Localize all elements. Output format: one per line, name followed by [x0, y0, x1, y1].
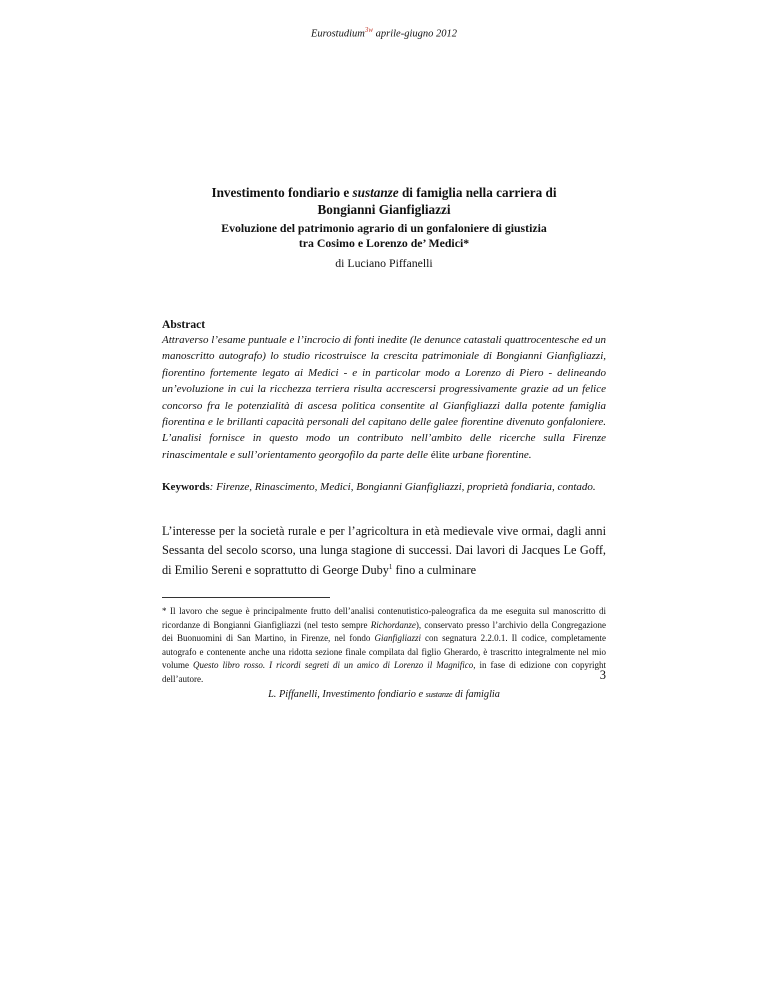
abstract-text	[162, 332, 606, 463]
running-footer	[0, 689, 768, 700]
running-header	[0, 26, 768, 40]
body-text-end: fino a culminare	[392, 562, 477, 577]
body-paragraph	[162, 522, 606, 580]
keywords-list: : Firenze, Rinascimento, Medici, Bongianni Gianfigliazzi, proprietà fondiaria, contado.	[209, 481, 596, 493]
journal-name: Eurostudium	[310, 28, 365, 40]
footnote-part3: con segnatura 2.2.0.1. Il codice, completamente autografo e contenente anche una ridotta sezione finale compilata dal figlio Gherardo, è trascritto integralmente nel mio volume	[162, 633, 606, 671]
footnote-italic3: Questo libro rosso. I ricordi segreti di un amico di Lorenzo il Magnifico	[193, 660, 474, 671]
title-part1: Investimento fondiario e	[211, 185, 353, 200]
abstract-section	[162, 317, 606, 463]
journal-superscript: 3w	[364, 26, 374, 34]
title-block	[150, 184, 618, 271]
footnote-divider	[162, 597, 330, 598]
footer-small: sustanze	[425, 690, 453, 699]
title-part2: di famiglia nella carriera di	[398, 185, 557, 200]
title-line2: Bongianni Gianfigliazzi	[317, 202, 451, 217]
footnote-part1: * Il lavoro che segue è principalmente frutto dell’analisi contenutistico-paleografica da me eseguita sul manoscritto di ricordanze di Bongianni Gianfigliazzi (nel testo sempre	[162, 606, 606, 630]
subtitle-line2: tra Cosimo e Lorenzo de’ Medici*	[298, 236, 470, 250]
article-title	[150, 184, 618, 218]
keywords-heading: Keywords	[162, 481, 210, 493]
footer-part2: di famiglia	[452, 689, 500, 700]
abstract-heading: Abstract	[162, 318, 206, 331]
article-author: di Luciano Piffanelli	[335, 256, 433, 270]
footnote-italic2: Gianfigliazzi	[374, 633, 421, 644]
footnote	[162, 605, 606, 687]
subtitle-line1: Evoluzione del patrimonio agrario di un gonfaloniere di giustizia	[221, 221, 547, 235]
body-text: L’interesse per la società rurale e per l’agricoltura in età medievale vive ormai, dagli anni Sessanta del secolo scorso, una lunga stagione di successi. Dai lavori di Jacques Le Goff, di Emilio Sereni e soprattutto di George Duby	[162, 524, 606, 577]
abstract-text-upright: élite	[430, 448, 450, 461]
journal-issue: aprile-giugno 2012	[373, 28, 458, 40]
footer-part1: L. Piffanelli, Investimento fondiario e	[268, 689, 426, 700]
footnote-part4: , in fase di edizione con copyright dell’autore.	[162, 660, 607, 684]
abstract-text-part2: urbane fiorentine.	[449, 448, 532, 461]
page-number: 3	[599, 668, 606, 682]
footnote-italic1: Richordanze	[370, 619, 416, 630]
article-subtitle	[150, 221, 618, 251]
footnote-part2: ), conservato presso l’archivio della Congregazione dei Buonuomini di San Martino, in Firenze, nel fondo	[162, 619, 606, 644]
keywords-section	[162, 479, 606, 495]
title-italic: sustanze	[352, 185, 399, 200]
footnote-reference: 1	[388, 562, 393, 571]
abstract-text-part1: Attraverso l’esame puntuale e l’incrocio di fonti inedite (le denunce catastali quattrocentesche ed un manoscritto autografo) lo studio ricostruisce la crescita patrimoniale di Bongianni Gianfigliazzi, fiorentino fortemente legato ai Medici - e in particolar modo a Lorenzo di Piero - delineando un’evoluzione in cui la ricchezza terriera risulta accrescersi progressivamente grazie ad un felice concorso fra le potenzialità di ascesa politica consentite al Gianfigliazzi dalla potente famiglia fiorentina e le brillanti capacità personali del capitano delle galee fiorentine divenuto gonfaloniere. L’analisi fornisce in questo modo un contributo nell’ambito delle ricerche sulla Firenze rinascimentale e sull’orientamento georgofilo da parte delle	[162, 334, 606, 461]
